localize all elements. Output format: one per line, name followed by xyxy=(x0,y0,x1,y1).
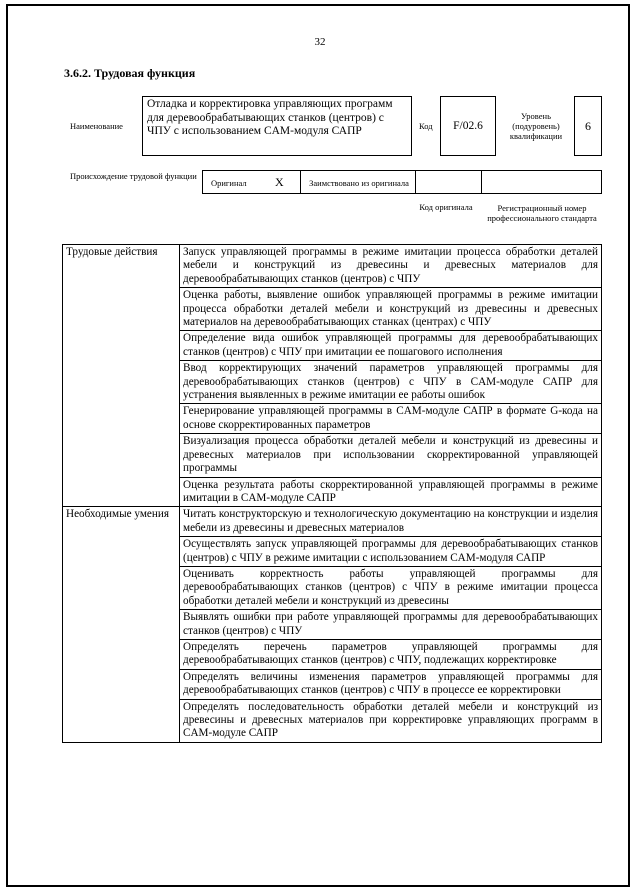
section-item: Оценка результата работы скорректированной управляющей программы в режиме имитации в CAM-модуле САПР xyxy=(180,477,602,507)
section-item: Запуск управляющей программы в режиме имитации процесса обработки деталей мебели и конструкций из древесины и древесных материалов для деревообрабатывающих станков (центров) с ЧПУ xyxy=(180,245,602,288)
section-item: Определять перечень параметров управляющей программы для деревообрабатывающих станков (центров) с ЧПУ, подлежащих корректировке xyxy=(180,639,602,669)
section-item: Визуализация процесса обработки деталей мебели и конструкций из древесины и древесных материалов при использовании скорректированной управляющей программы xyxy=(180,434,602,477)
function-table xyxy=(62,244,602,743)
section-item: Оценивать корректность работы управляющей программы для деревообрабатывающих станков (центров) с ЧПУ в режиме имитации процесса обработки деталей мебели и конструкций из древесины xyxy=(180,566,602,609)
section-item: Ввод корректирующих значений параметров управляющей программы для деревообрабатывающих станков (центров) с ЧПУ в CAM-модуле САПР для устранения выявленных в режиме имитации ее работы ошибок xyxy=(180,361,602,404)
section-item: Осуществлять запуск управляющей программы для деревообрабатывающих станков (центров) с ЧПУ в режиме имитации с использованием CAM-модуля САПР xyxy=(180,537,602,567)
divider xyxy=(415,170,416,194)
level-label: Уровень (подуровень) квалификации xyxy=(509,111,563,141)
reg-number-label: Регистрационный номер профессионального стандарта xyxy=(487,203,597,223)
code-original-label: Код оригинала xyxy=(419,202,473,212)
section-category: Трудовые действия xyxy=(63,245,180,507)
section-item: Определение вида ошибок управляющей программы для деревообрабатывающих станков (центров) с ЧПУ при имитации ее пошагового исполнения xyxy=(180,331,602,361)
function-name-box: Отладка и корректировка управляющих программ для деревообрабатывающих станков (центров) с ЧПУ с использованием CAM-модуля САПР xyxy=(142,96,412,156)
code-value-box: F/02.6 xyxy=(440,96,496,156)
original-mark: X xyxy=(275,175,284,189)
origin-label: Происхождение трудовой функции xyxy=(70,171,197,181)
divider xyxy=(481,170,482,194)
section-item: Определять величины изменения параметров управляющей программы для деревообрабатывающих станков (центров) с ЧПУ в процессе ее корректировки xyxy=(180,669,602,699)
code-label: Код xyxy=(419,121,433,131)
page-number: 32 xyxy=(314,36,326,48)
section-item: Выявлять ошибки при работе управляющей программы для деревообрабатывающих станков (центров) с ЧПУ xyxy=(180,610,602,640)
section-item: Читать конструкторскую и технологическую документацию на конструкции и изделия мебели из древесины и древесных материалов xyxy=(180,507,602,537)
section-item: Оценка работы, выявление ошибок управляющей программы в режиме имитации процесса обработки деталей мебели и конструкций из древесины и древесных материалов на деревообрабатывающих станках (центрах) с ЧПУ xyxy=(180,288,602,331)
table-row xyxy=(63,245,602,288)
section-category: Необходимые умения xyxy=(63,507,180,743)
section-item: Определять последовательность обработки деталей мебели и конструкций из древесины и древесных материалов при корректировке управляющих программ в CAM-модуле САПР xyxy=(180,699,602,742)
divider xyxy=(300,170,301,194)
level-value-box: 6 xyxy=(574,96,602,156)
name-label: Наименование xyxy=(70,121,123,131)
original-label: Оригинал xyxy=(211,178,247,188)
section-title: 3.6.2. Трудовая функция xyxy=(64,66,196,80)
borrowed-label: Заимствовано из оригинала xyxy=(309,178,409,188)
section-item: Генерирование управляющей программы в CAM-модуле САПР в формате G-кода на основе скорректированных параметров xyxy=(180,404,602,434)
origin-row xyxy=(202,170,602,194)
table-row xyxy=(63,507,602,537)
